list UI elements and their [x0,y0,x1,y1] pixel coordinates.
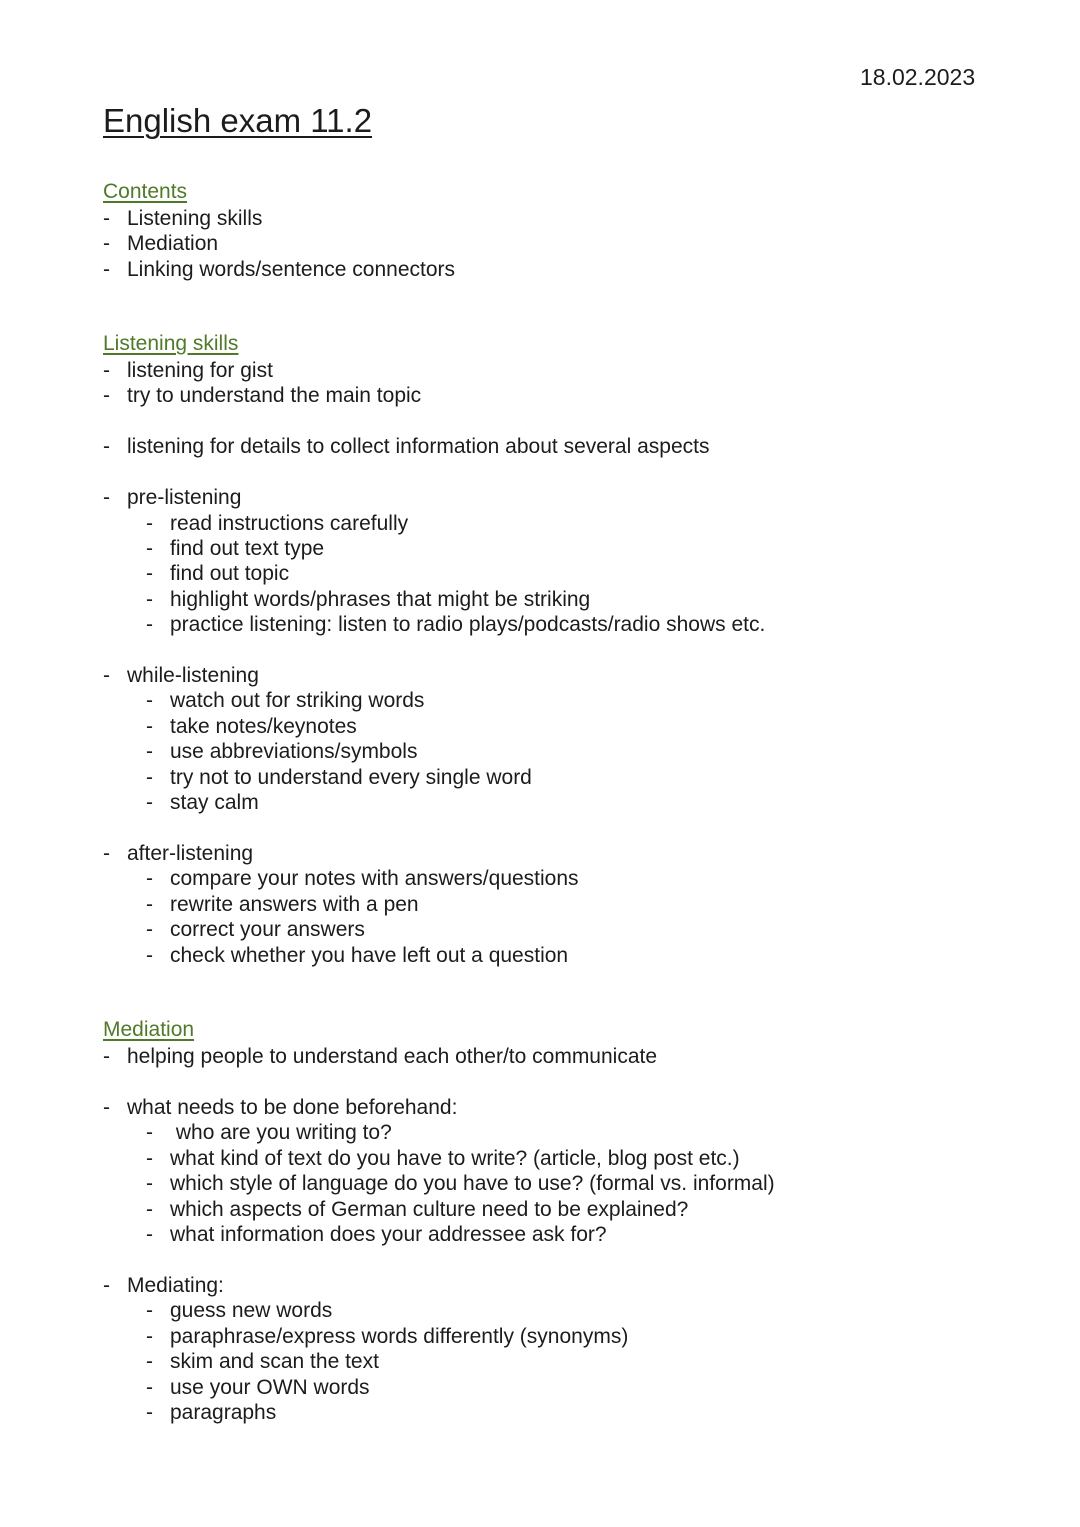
contents-heading: Contents [103,180,188,203]
list-item: - compare your notes with answers/questions [146,867,579,890]
list-item: - listening for gist [103,359,273,382]
list-item: - correct your answers [146,918,365,941]
list-item: - try to understand the main topic [103,384,422,407]
pre-listening-label: - pre-listening [103,486,242,509]
list-item: - highlight words/phrases that might be striking [146,588,591,611]
page-title: English exam 11.2 [103,102,373,139]
list-item: - what kind of text do you have to write? (article, blog post etc.) [146,1147,740,1170]
list-item: - check whether you have left out a question [146,944,569,967]
list-item: - take notes/keynotes [146,715,357,738]
document-date: 18.02.2023 [860,64,976,90]
listening-heading: Listening skills [103,332,239,355]
list-item: - use your OWN words [146,1376,370,1399]
list-item: - guess new words [146,1299,333,1322]
list-item: - which style of language do you have to use? (formal vs. informal) [146,1172,775,1195]
list-item: - find out text type [146,537,325,560]
list-item: - paragraphs [146,1401,277,1424]
list-item: - Mediation [103,232,219,255]
list-item: - find out topic [146,562,290,585]
list-item: - read instructions carefully [146,512,409,535]
list-item: - which aspects of German culture need to be explained? [146,1198,689,1221]
list-item: - skim and scan the text [146,1350,379,1373]
list-item: - practice listening: listen to radio plays/podcasts/radio shows etc. [146,613,766,636]
mediating-label: - Mediating: [103,1274,224,1297]
list-item: - what information does your addressee ask for? [146,1223,607,1246]
after-listening-label: - after-listening [103,842,254,865]
mediation-heading: Mediation [103,1018,195,1041]
list-item: - use abbreviations/symbols [146,740,418,763]
while-listening-label: - while-listening [103,664,259,687]
list-item: - try not to understand every single word [146,766,532,789]
list-item: - listening for details to collect information about several aspects [103,435,710,458]
list-item: - who are you writing to? [146,1121,392,1144]
list-item: - Linking words/sentence connectors [103,258,456,281]
list-item: - watch out for striking words [146,689,425,712]
list-item: - rewrite answers with a pen [146,893,419,916]
list-item: - Listening skills [103,207,263,230]
beforehand-label: - what needs to be done beforehand: [103,1096,458,1119]
list-item: - helping people to understand each other/to communicate [103,1045,658,1068]
list-item: - stay calm [146,791,259,814]
list-item: - paraphrase/express words differently (synonyms) [146,1325,629,1348]
